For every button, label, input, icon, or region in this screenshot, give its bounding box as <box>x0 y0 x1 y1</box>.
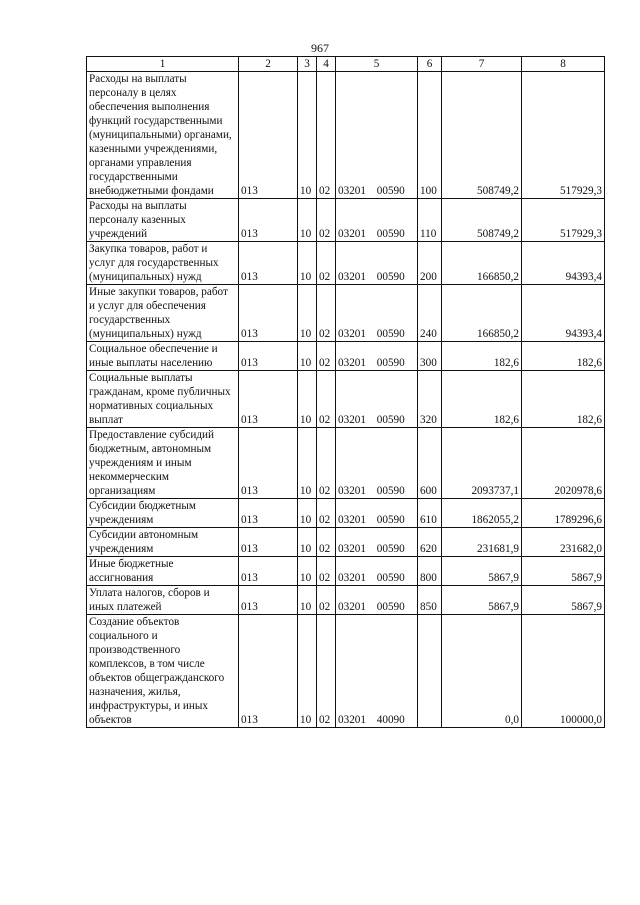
table-row <box>87 615 605 728</box>
row-pr: 02 <box>317 499 336 528</box>
row-name: Уплата налогов, сборов и иных платежей <box>87 586 239 615</box>
table-row <box>87 499 605 528</box>
row-value-7: 5867,9 <box>442 586 522 615</box>
row-pr: 02 <box>317 557 336 586</box>
row-csr: 03201 00590 <box>336 285 418 342</box>
row-csr: 03201 00590 <box>336 199 418 242</box>
row-vr: 320 <box>418 371 442 428</box>
row-vr <box>418 615 442 728</box>
table-row <box>87 528 605 557</box>
row-ved: 013 <box>239 72 298 199</box>
header-cell: 3 <box>298 57 317 72</box>
row-ved: 013 <box>239 285 298 342</box>
row-pr: 02 <box>317 528 336 557</box>
header-cell: 2 <box>239 57 298 72</box>
header-cell: 5 <box>336 57 418 72</box>
table-row <box>87 428 605 499</box>
row-csr: 03201 00590 <box>336 557 418 586</box>
row-value-8: 5867,9 <box>522 557 605 586</box>
row-csr: 03201 00590 <box>336 586 418 615</box>
row-value-7: 508749,2 <box>442 199 522 242</box>
row-csr: 03201 00590 <box>336 528 418 557</box>
row-name: Закупка товаров, работ и услуг для государственных (муниципальных) нужд <box>87 242 239 285</box>
row-pr: 02 <box>317 586 336 615</box>
row-value-7: 508749,2 <box>442 72 522 199</box>
row-pr: 02 <box>317 342 336 371</box>
row-rz: 10 <box>298 285 317 342</box>
row-vr: 850 <box>418 586 442 615</box>
row-value-8: 100000,0 <box>522 615 605 728</box>
row-pr: 02 <box>317 199 336 242</box>
row-value-8: 94393,4 <box>522 242 605 285</box>
row-vr: 620 <box>418 528 442 557</box>
row-csr: 03201 00590 <box>336 499 418 528</box>
row-pr: 02 <box>317 428 336 499</box>
row-ved: 013 <box>239 557 298 586</box>
row-name: Расходы на выплаты персоналу казенных учреждений <box>87 199 239 242</box>
row-ved: 013 <box>239 586 298 615</box>
row-csr: 03201 00590 <box>336 72 418 199</box>
row-value-8: 517929,3 <box>522 72 605 199</box>
row-csr: 03201 40090 <box>336 615 418 728</box>
header-cell: 7 <box>442 57 522 72</box>
row-value-7: 166850,2 <box>442 285 522 342</box>
row-value-7: 182,6 <box>442 371 522 428</box>
row-value-7: 231681,9 <box>442 528 522 557</box>
row-name: Социальное обеспечение и иные выплаты населению <box>87 342 239 371</box>
row-rz: 10 <box>298 428 317 499</box>
row-vr: 100 <box>418 72 442 199</box>
row-rz: 10 <box>298 242 317 285</box>
table-row <box>87 586 605 615</box>
row-value-8: 517929,3 <box>522 199 605 242</box>
row-vr: 110 <box>418 199 442 242</box>
row-rz: 10 <box>298 499 317 528</box>
row-rz: 10 <box>298 615 317 728</box>
row-csr: 03201 00590 <box>336 342 418 371</box>
row-vr: 200 <box>418 242 442 285</box>
row-ved: 013 <box>239 242 298 285</box>
budget-table <box>86 56 605 728</box>
row-name: Субсидии бюджетным учреждениям <box>87 499 239 528</box>
row-vr: 610 <box>418 499 442 528</box>
row-rz: 10 <box>298 528 317 557</box>
row-pr: 02 <box>317 242 336 285</box>
table-row <box>87 72 605 199</box>
row-value-8: 5867,9 <box>522 586 605 615</box>
row-ved: 013 <box>239 371 298 428</box>
header-cell: 8 <box>522 57 605 72</box>
table-row <box>87 242 605 285</box>
row-pr: 02 <box>317 285 336 342</box>
header-cell: 4 <box>317 57 336 72</box>
row-pr: 02 <box>317 615 336 728</box>
row-name: Социальные выплаты гражданам, кроме публичных нормативных социальных выплат <box>87 371 239 428</box>
row-rz: 10 <box>298 199 317 242</box>
row-value-8: 182,6 <box>522 342 605 371</box>
row-value-8: 231682,0 <box>522 528 605 557</box>
row-ved: 013 <box>239 199 298 242</box>
table-row <box>87 342 605 371</box>
header-cell: 1 <box>87 57 239 72</box>
row-value-7: 0,0 <box>442 615 522 728</box>
row-value-7: 5867,9 <box>442 557 522 586</box>
row-ved: 013 <box>239 499 298 528</box>
row-name: Расходы на выплаты персоналу в целях обеспечения выполнения функций государственными (муниципальными) органами, казенными учреждениями, органами управления государственными внебюджетными фондами <box>87 72 239 199</box>
row-pr: 02 <box>317 72 336 199</box>
row-vr: 300 <box>418 342 442 371</box>
row-value-8: 182,6 <box>522 371 605 428</box>
row-ved: 013 <box>239 615 298 728</box>
row-value-7: 1862055,2 <box>442 499 522 528</box>
header-cell: 6 <box>418 57 442 72</box>
row-value-8: 94393,4 <box>522 285 605 342</box>
row-rz: 10 <box>298 342 317 371</box>
page-number: 967 <box>311 41 329 55</box>
row-vr: 600 <box>418 428 442 499</box>
row-vr: 240 <box>418 285 442 342</box>
row-name: Субсидии автономным учреждениям <box>87 528 239 557</box>
row-ved: 013 <box>239 528 298 557</box>
row-rz: 10 <box>298 557 317 586</box>
row-ved: 013 <box>239 428 298 499</box>
row-rz: 10 <box>298 371 317 428</box>
table-row <box>87 371 605 428</box>
row-name: Предоставление субсидий бюджетным, автономным учреждениям и иным некоммерческим организациям <box>87 428 239 499</box>
table-row <box>87 199 605 242</box>
row-csr: 03201 00590 <box>336 242 418 285</box>
table-row <box>87 557 605 586</box>
table-row <box>87 285 605 342</box>
row-name: Иные бюджетные ассигнования <box>87 557 239 586</box>
row-value-7: 182,6 <box>442 342 522 371</box>
row-name: Иные закупки товаров, работ и услуг для обеспечения государственных (муниципальных) нужд <box>87 285 239 342</box>
row-rz: 10 <box>298 586 317 615</box>
row-ved: 013 <box>239 342 298 371</box>
header-row <box>87 57 605 72</box>
row-csr: 03201 00590 <box>336 371 418 428</box>
row-value-7: 166850,2 <box>442 242 522 285</box>
row-value-8: 2020978,6 <box>522 428 605 499</box>
row-csr: 03201 00590 <box>336 428 418 499</box>
row-value-7: 2093737,1 <box>442 428 522 499</box>
row-value-8: 1789296,6 <box>522 499 605 528</box>
row-rz: 10 <box>298 72 317 199</box>
row-pr: 02 <box>317 371 336 428</box>
row-vr: 800 <box>418 557 442 586</box>
row-name: Создание объектов социального и производственного комплексов, в том числе объектов общегражданского назначения, жилья, инфраструктуры, и иных объектов <box>87 615 239 728</box>
